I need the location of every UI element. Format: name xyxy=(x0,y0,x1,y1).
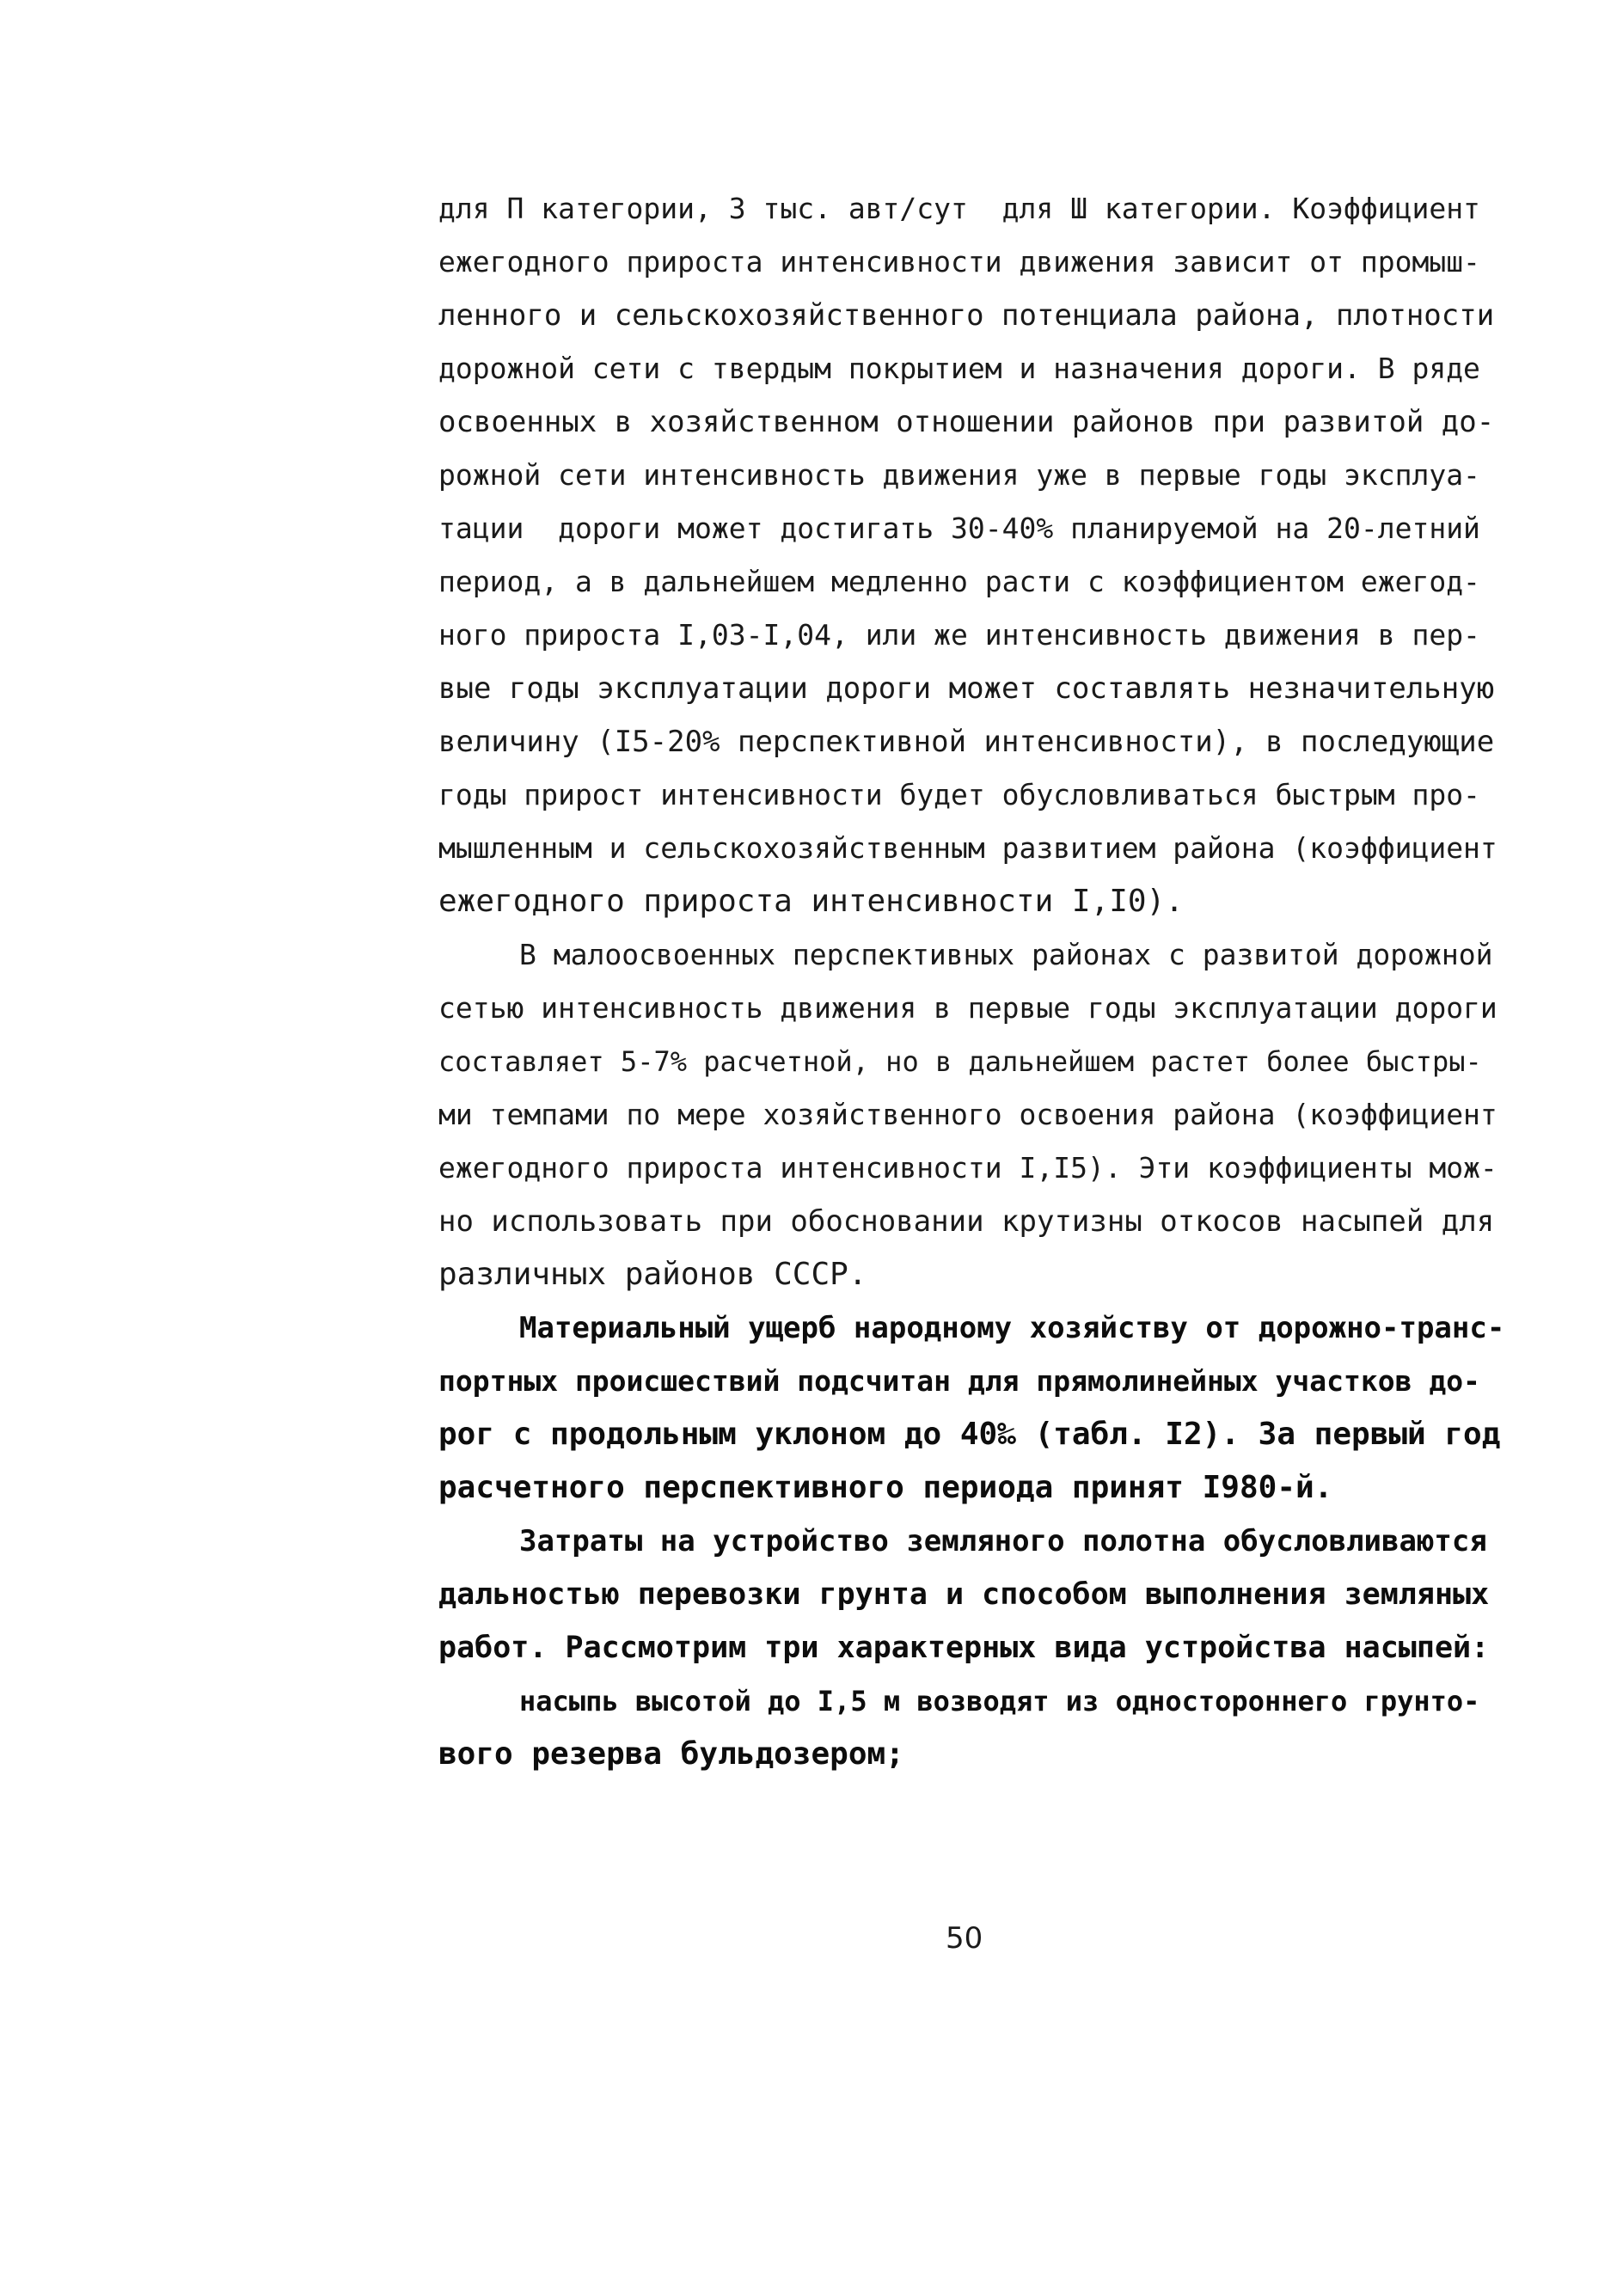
text-line: рожной сети интенсивность движения уже в первые годы эксплуа- xyxy=(438,458,1480,492)
text-line: насыпь высотой до I,5 м возводят из одностороннего грунто- xyxy=(519,1685,1480,1717)
text-line: но использовать при обосновании крутизны откосов насыпей для xyxy=(438,1204,1495,1239)
text-line: дорожной сети с твердым покрытием и назначения дороги. В ряде xyxy=(438,352,1480,385)
text-line: ми темпами по мере хозяйственного освоения района (коэффициент xyxy=(438,1098,1497,1131)
text-line: вые годы эксплуатации дороги может составлять незначительную xyxy=(438,671,1495,706)
text-line: вого резерва бульдозером; xyxy=(438,1736,904,1772)
text-line: ного прироста I,03-I,04, или же интенсивность движения в пер- xyxy=(438,618,1480,652)
paragraph xyxy=(438,1301,1504,1515)
text-line: различных районов СССР. xyxy=(438,1257,867,1292)
text-line: мышленным и сельскохозяйственным развитием района (коэффициент xyxy=(438,831,1497,865)
text-line: ежегодного прироста интенсивности I,I5). Эти коэффициенты мож- xyxy=(438,1151,1497,1185)
paragraph xyxy=(438,928,1504,1301)
text-line: для П категории, 3 тыс. авт/сут для Ш категории. Коэффициент xyxy=(438,192,1480,225)
text-line: сетью интенсивность движения в первые годы эксплуатации дороги xyxy=(438,991,1497,1025)
text-line: тации дороги может достигать 30-40% планируемой на 20-летний xyxy=(438,511,1480,545)
text-line: освоенных в хозяйственном отношении районов при развитой до- xyxy=(438,405,1495,439)
paragraph xyxy=(438,182,1504,928)
text-line: расчетного перспективного периода принят I980-й. xyxy=(438,1470,1333,1505)
text-line: дальностью перевозки грунта и способом выполнения земляных xyxy=(438,1577,1490,1612)
text-line: работ. Рассмотрим три характерных вида устройства насыпей: xyxy=(438,1631,1490,1665)
text-line: период, а в дальнейшем медленно расти с коэффициентом ежегод- xyxy=(438,565,1480,598)
text-line: Затраты на устройство земляного полотна обусловливаются xyxy=(519,1524,1487,1558)
page-number: 50 xyxy=(946,1921,983,1956)
text-line: ежегодного прироста интенсивности движения зависит от промыш- xyxy=(438,245,1480,279)
text-line: величину (I5-20% перспективной интенсивности), в последующие xyxy=(438,725,1495,759)
text-line: рог с продольным уклоном до 40‰ (табл. I2). За первый год xyxy=(438,1417,1501,1452)
paragraph xyxy=(438,1675,1504,1781)
text-line: составляет 5-7% расчетной, но в дальнейшем растет более быстры- xyxy=(438,1045,1482,1078)
body-text xyxy=(438,182,1504,1781)
text-line: В малоосвоенных перспективных районах с развитой дорожной xyxy=(519,938,1493,971)
paragraph xyxy=(438,1515,1504,1675)
text-line: ленного и сельскохозяйственного потенциала района, плотности xyxy=(438,298,1495,333)
text-line: ежегодного прироста интенсивности I,I0). xyxy=(438,884,1184,919)
text-line: портных происшествий подсчитан для прямолинейных участков до- xyxy=(438,1364,1480,1398)
text-line: Материальный ущерб народному хозяйству от дорожно-транс- xyxy=(519,1311,1505,1345)
text-line: годы прирост интенсивности будет обусловливаться быстрым про- xyxy=(438,778,1480,811)
